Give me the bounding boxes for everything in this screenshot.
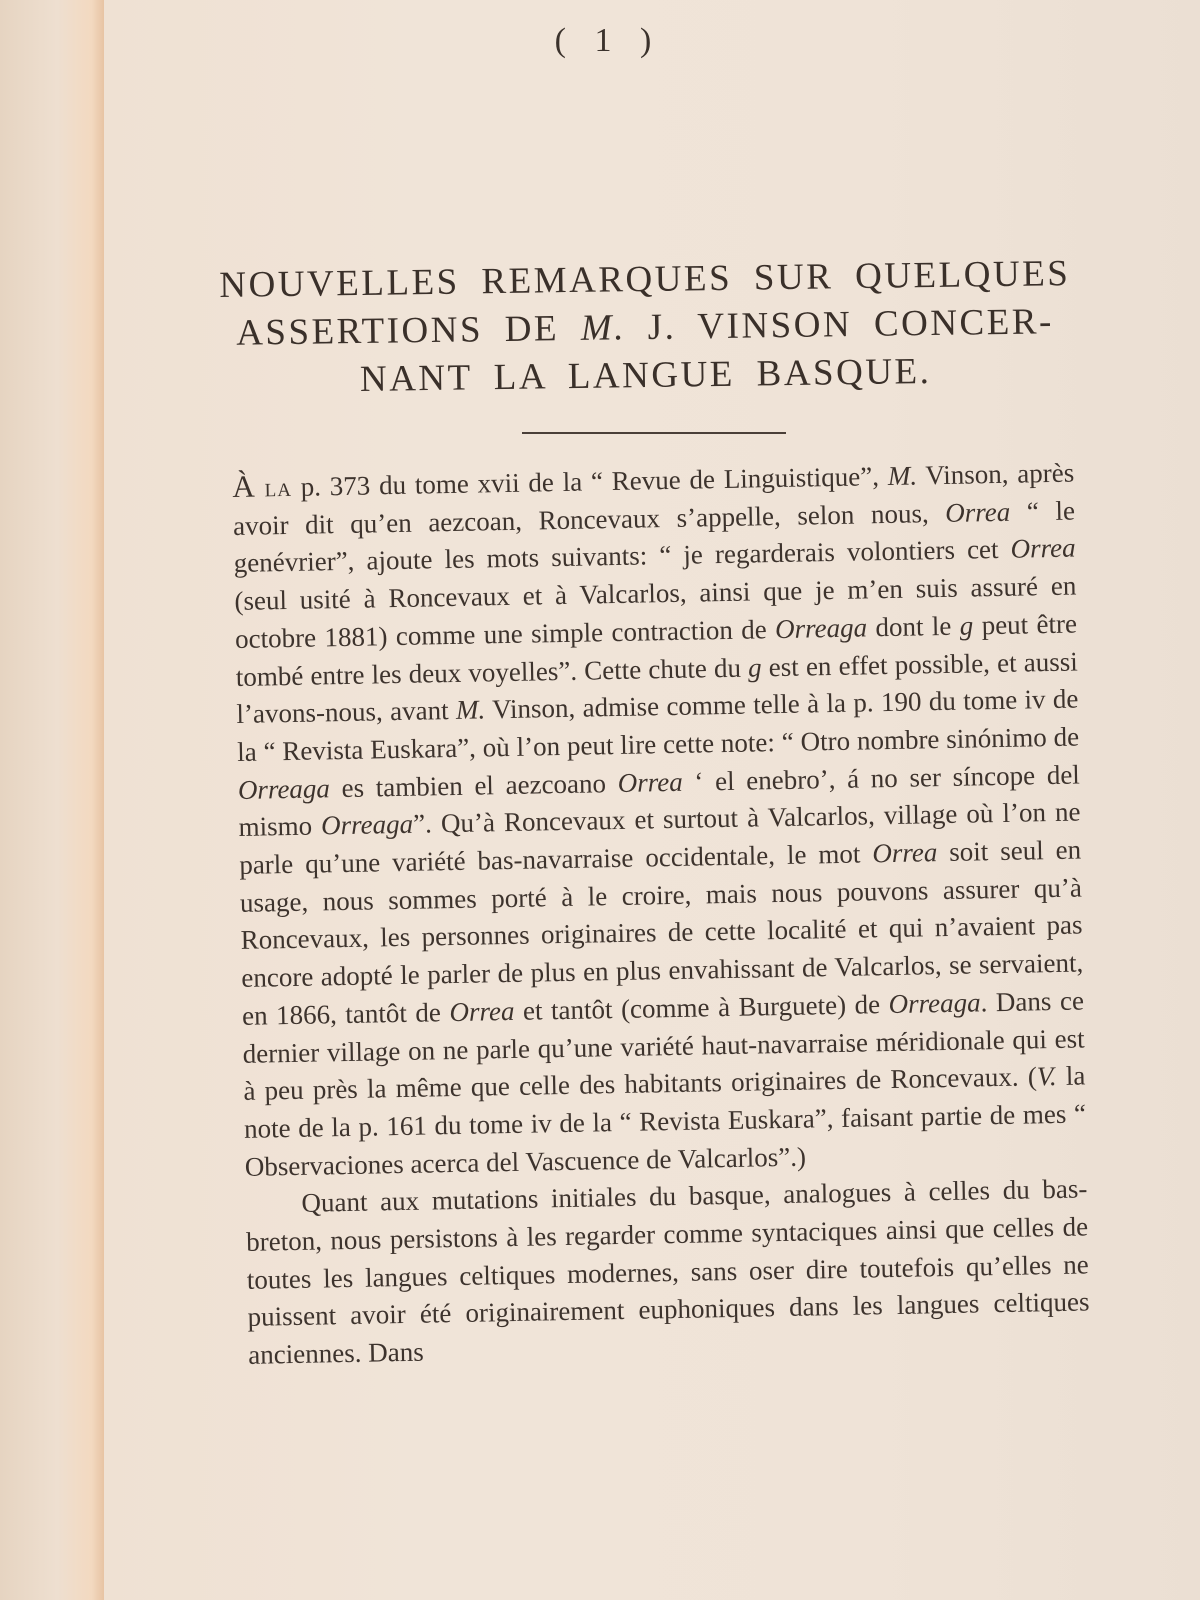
page-number: ( 1 ) <box>554 22 662 59</box>
title-line-1: NOUVELLES REMARQUES SUR QUELQUES <box>219 253 1071 306</box>
title-line-3: NANT LA LANGUE BASQUE. <box>359 351 932 400</box>
title-divider <box>522 432 786 434</box>
article-title <box>219 250 1071 406</box>
paragraph-2: Quant aux mutations initiales du basque, analogues à celles du bas-breton, nous persistons à les regarder comme syntaciques ainsi que celles de toutes les langues celtiques modernes, sans oser dire toutefois qu’elles ne puissent avoir été originairement euphoniques dans les langues celtiques anciennes. Dans <box>245 1173 1090 1371</box>
article-body <box>232 453 1090 1375</box>
title-line-2: ASSERTIONS DE M. J. VINSON CONCER- <box>235 301 1055 354</box>
paragraph-1: À la p. 373 du tome xvii de la “ Revue de Linguistique”, M. Vinson, après avoir dit qu’en aezcoan, Roncevaux s’appelle, selon nous, Orrea “ le genévrier”, ajoute les mots suivants: “ je regarderais volontiers cet Orrea (seul usité à Roncevaux et à Valcarlos, ainsi que je m’en suis assuré en octobre 1881) comme une simple contraction de Orreaga dont le g peut être tombé entre les deux voyelles”. Cette chute du g est en effet possible, et aussi l’avons-nous, avant M. Vinson, admise comme telle à la p. 190 du tome iv de la “ Revista Euskara”, où l’on peut lire cette note: “ Otro nombre sinónimo de Orreaga es tambien el aezcoano Orrea ‘ el enebro’, á no ser síncope del mismo Orreaga”. Qu’à Roncevaux et surtout à Valcarlos, village où l’on ne parle qu’une variété bas-navarraise occidentale, le mot Orrea soit seul en usage, nous sommes porté à le croire, mais nous pouvons assurer qu’à Roncevaux, les personnes originaires de cette localité et qui n’avaient pas encore adopté le parler de plus en plus envahissant de Valcarlos, se servaient, en 1866, tantôt de Orrea et tantôt (comme à Burguete) de Orreaga. Dans ce dernier village on ne parle qu’une variété haut-navarraise méridionale qui est à peu près la même que celle des habitants originaires de Roncevaux. (V. la note de la p. 161 du tome iv de la “ Revista Euskara”, faisant partie de mes “ Observaciones acerca del Vascuence de Valcarlos”.) <box>232 457 1087 1182</box>
book-gutter <box>0 0 104 1600</box>
